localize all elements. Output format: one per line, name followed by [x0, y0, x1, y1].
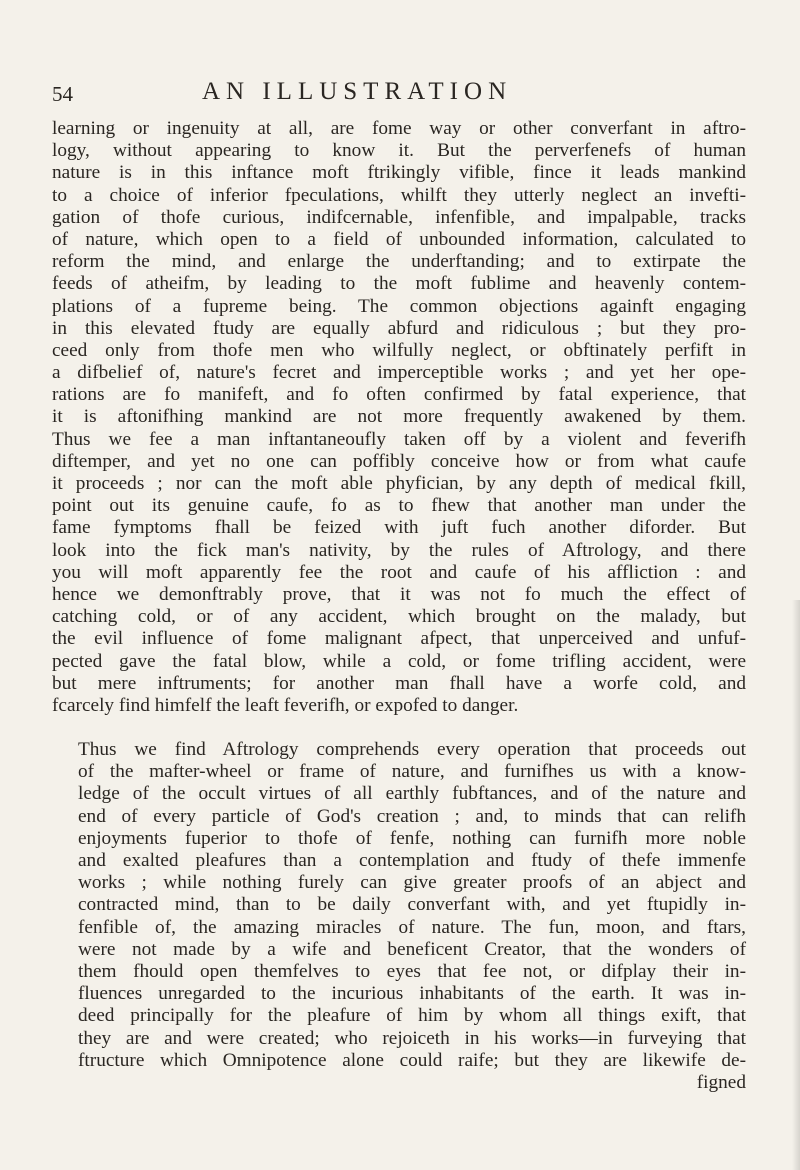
text-line: and exalted pleafures than a contemplation and ftudy of thefe immenfe: [78, 850, 746, 871]
text-line: end of every particle of God's creation ; and, to minds that can relifh: [78, 805, 746, 827]
text-line: logy, without appearing to know it. But the perverfenefs of human: [52, 140, 746, 162]
text-line: they are and were created; who rejoiceth in his works—in furveying that: [78, 1027, 746, 1049]
text-line: gation of thofe curious, indifcernable, infenfible, and impalpable, tracks: [52, 206, 746, 228]
text-line: contracted mind, than to be daily converfant with, and yet ftupidly in-: [78, 894, 746, 916]
text-line: it proceeds ; nor can the moft able phyfician, by any depth of medical fkill,: [52, 473, 746, 494]
page-edge-shadow: [792, 600, 800, 1170]
text-line: ledge of the occult virtues of all earthly fubftances, and of the nature and: [78, 783, 746, 805]
text-line: to a choice of inferior fpeculations, whilft they utterly neglect an invefti-: [52, 184, 746, 206]
text-line: pected gave the fatal blow, while a cold, or fome trifling accident, were: [52, 650, 746, 672]
text-line: diftemper, and yet no one can poffibly conceive how or from what caufe: [52, 450, 746, 472]
text-line: ceed only from thofe men who wilfully neglect, or obftinately perfift in: [52, 339, 746, 361]
text-line: you will moft apparently fee the root and caufe of his affliction : and: [52, 561, 746, 583]
text-line: ftructure which Omnipotence alone could raife; but they are likewife de-: [78, 1049, 746, 1071]
text-line: point out its genuine caufe, fo as to fhew that another man under the: [52, 495, 746, 517]
text-line: a difbelief of, nature's fecret and imperceptible works ; and yet her ope-: [52, 362, 746, 384]
text-line: plations of a fupreme being. The common objections againft engaging: [52, 295, 746, 317]
text-line: hence we demonftrably prove, that it was not fo much the effect of: [52, 583, 746, 605]
page-header: [52, 78, 740, 108]
text-line: look into the fick man's nativity, by the rules of Aftrology, and there: [52, 539, 746, 561]
text-line: in this elevated ftudy are equally abfurd and ridiculous ; but they pro-: [52, 317, 746, 339]
text-line: learning or ingenuity at all, are fome way or other converfant in aftro-: [52, 118, 746, 139]
text-line: feeds of atheifm, by leading to the moft fublime and heavenly contem-: [52, 273, 746, 295]
text-line: fcarcely find himfelf the leaft feverifh, or expofed to danger.: [52, 694, 519, 716]
body-text: [52, 118, 746, 1094]
paragraph: [52, 739, 746, 1072]
catchword: figned: [696, 1071, 746, 1093]
text-line: but mere inftruments; for another man fhall have a worfe cold, and: [52, 672, 746, 694]
text-line: deed principally for the pleafure of him by whom all things exift, that: [78, 1005, 746, 1027]
text-line: fame fymptoms fhall be feized with juft fuch another diforder. But: [52, 517, 746, 539]
page-number: 54: [52, 82, 73, 106]
text-line: reform the mind, and enlarge the underftanding; and to extirpate the: [52, 251, 746, 273]
text-line: the evil influence of fome malignant afpect, that unperceived and unfuf-: [52, 628, 746, 650]
running-head: AN ILLUSTRATION: [202, 78, 513, 105]
text-line: catching cold, or of any accident, which brought on the malady, but: [52, 606, 746, 628]
text-line: Thus we find Aftrology comprehends every operation that proceeds out: [78, 739, 746, 761]
text-line: works ; while nothing furely can give greater proofs of an abject and: [78, 872, 746, 894]
text-line: were not made by a wife and beneficent Creator, that the wonders of: [78, 938, 746, 960]
text-line: Thus we fee a man inftantaneoufly taken off by a violent and feverifh: [52, 428, 746, 450]
paragraph: [52, 118, 746, 717]
text-line: them fhould open themfelves to eyes that fee not, or difplay their in-: [78, 960, 746, 982]
text-line: of nature, which open to a field of unbounded information, calculated to: [52, 228, 746, 250]
text-line: rations are fo manifeft, and fo often confirmed by fatal experience, that: [52, 384, 746, 406]
text-line: nature is in this inftance moft ftrikingly vifible, fince it leads mankind: [52, 162, 746, 184]
text-line: it is aftonifhing mankind are not more frequently awakened by them.: [52, 406, 746, 428]
text-line: of the mafter-wheel or frame of nature, and furnifhes us with a know-: [78, 761, 746, 783]
text-line: fluences unregarded to the incurious inhabitants of the earth. It was in-: [78, 983, 746, 1005]
text-line: fenfible of, the amazing miracles of nature. The fun, moon, and ftars,: [78, 916, 746, 938]
text-line: enjoyments fuperior to thofe of fenfe, nothing can furnifh more noble: [78, 827, 746, 849]
